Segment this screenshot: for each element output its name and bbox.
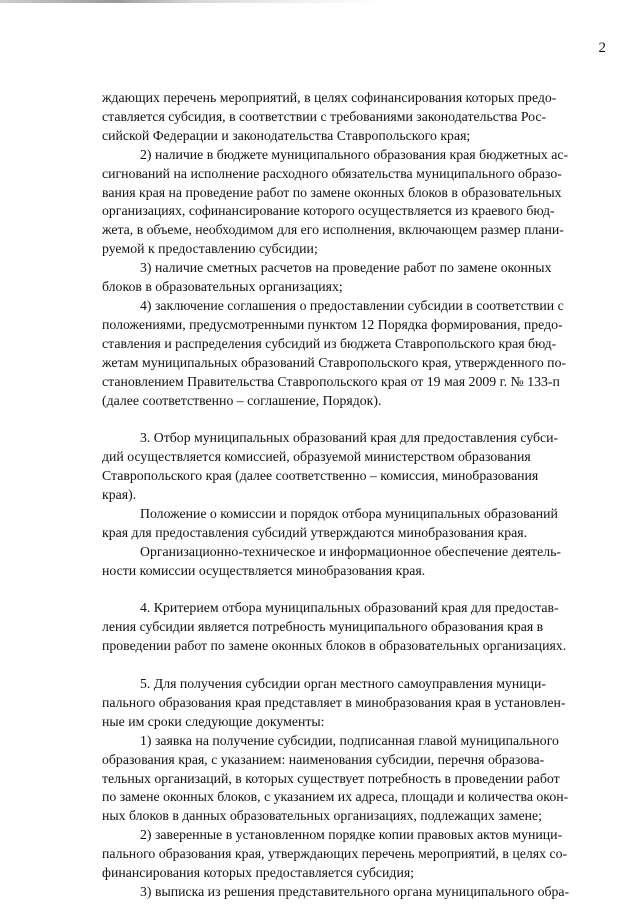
paragraph-doc-2: 2) заверенные в установленном порядке копии правовых актов муници- пального образования края, утверждающих перечень мероприятий, в целях со- финансирования которых предоставляется субсидия;	[102, 827, 568, 881]
paragraph-item-3: 3) наличие сметных расчетов на проведение работ по замене оконных блоков в образовательных организациях;	[102, 260, 552, 295]
page-number: 2	[598, 40, 606, 56]
paragraph-section-3: 3. Отбор муниципальных образований края для предоставления субси- дий осуществляется комиссией, образуемой министерством образования Ставропольского края (далее соответственно – комиссия, минобразования края).	[102, 430, 559, 503]
paragraph-commission-regulation: Положение о комиссии и порядок отбора муниципальных образований края для предоставления субсидий утверждаются минобразования края.	[102, 505, 558, 540]
paragraph-item-4: 4) заключение соглашения о предоставлении субсидии в соответствии с положениями, предусмотренными пунктом 12 Порядка формирования, предо- ставления и распределения субсидий из бюджета Ставропольского края бюд- жетам муниципальных образований Ставропольского края, утвержденного по- становлением Правительства Ставропольского края от 19 мая 2009 г. № 133-п (далее соответственно – соглашение, Порядок).	[102, 297, 567, 408]
document-body	[102, 89, 602, 902]
scan-edge-line	[0, 0, 639, 3]
paragraph-section-4: 4. Критерием отбора муниципальных образований края для предостав- ления субсидии является потребность муниципального образования края в проведении работ по замене оконных блоков в образовательных организациях.	[102, 600, 567, 654]
paragraph-item-2: 2) наличие в бюджете муниципального образования края бюджетных ас- сигнований на исполнение расходного обязательства муниципального образо- вания края на проведение работ по замене оконных блоков в образовательных организациях, софинансирование которого осуществляется из краевого бюд- жета, в объеме, необходимом для его исполнения, включающем размер плани- руемой к предоставлению субсидии;	[102, 146, 569, 257]
paragraph-section-5: 5. Для получения субсидии орган местного самоуправления муници- пального образования края представляет в минобразования края в установлен- ные им сроки следующие документы:	[102, 676, 566, 729]
paragraph-doc-3: 3) выписка из решения представительного органа муниципального обра-	[140, 884, 570, 900]
paragraph-continuation: ждающих перечень мероприятий, в целях софинансирования которых предо- ставляется субсидия, в соответствии с требованиями законодательства Рос- сийской Федерации и законодательства Ставропольского края;	[102, 90, 557, 143]
paragraph-doc-1: 1) заявка на получение субсидии, подписанная главой муниципального образования края, с указанием: наименования субсидии, перечня образова- тельных организаций, в которых существует потребность в проведении работ по замене оконных блоков, с указанием их адреса, площади и количества окон- ных блоков в данных образовательных организациях, подлежащих замене;	[102, 732, 569, 824]
paragraph-commission-support: Организационно-техническое и информационное обеспечение деятель- ности комиссии осуществляется минобразования края.	[102, 543, 561, 578]
